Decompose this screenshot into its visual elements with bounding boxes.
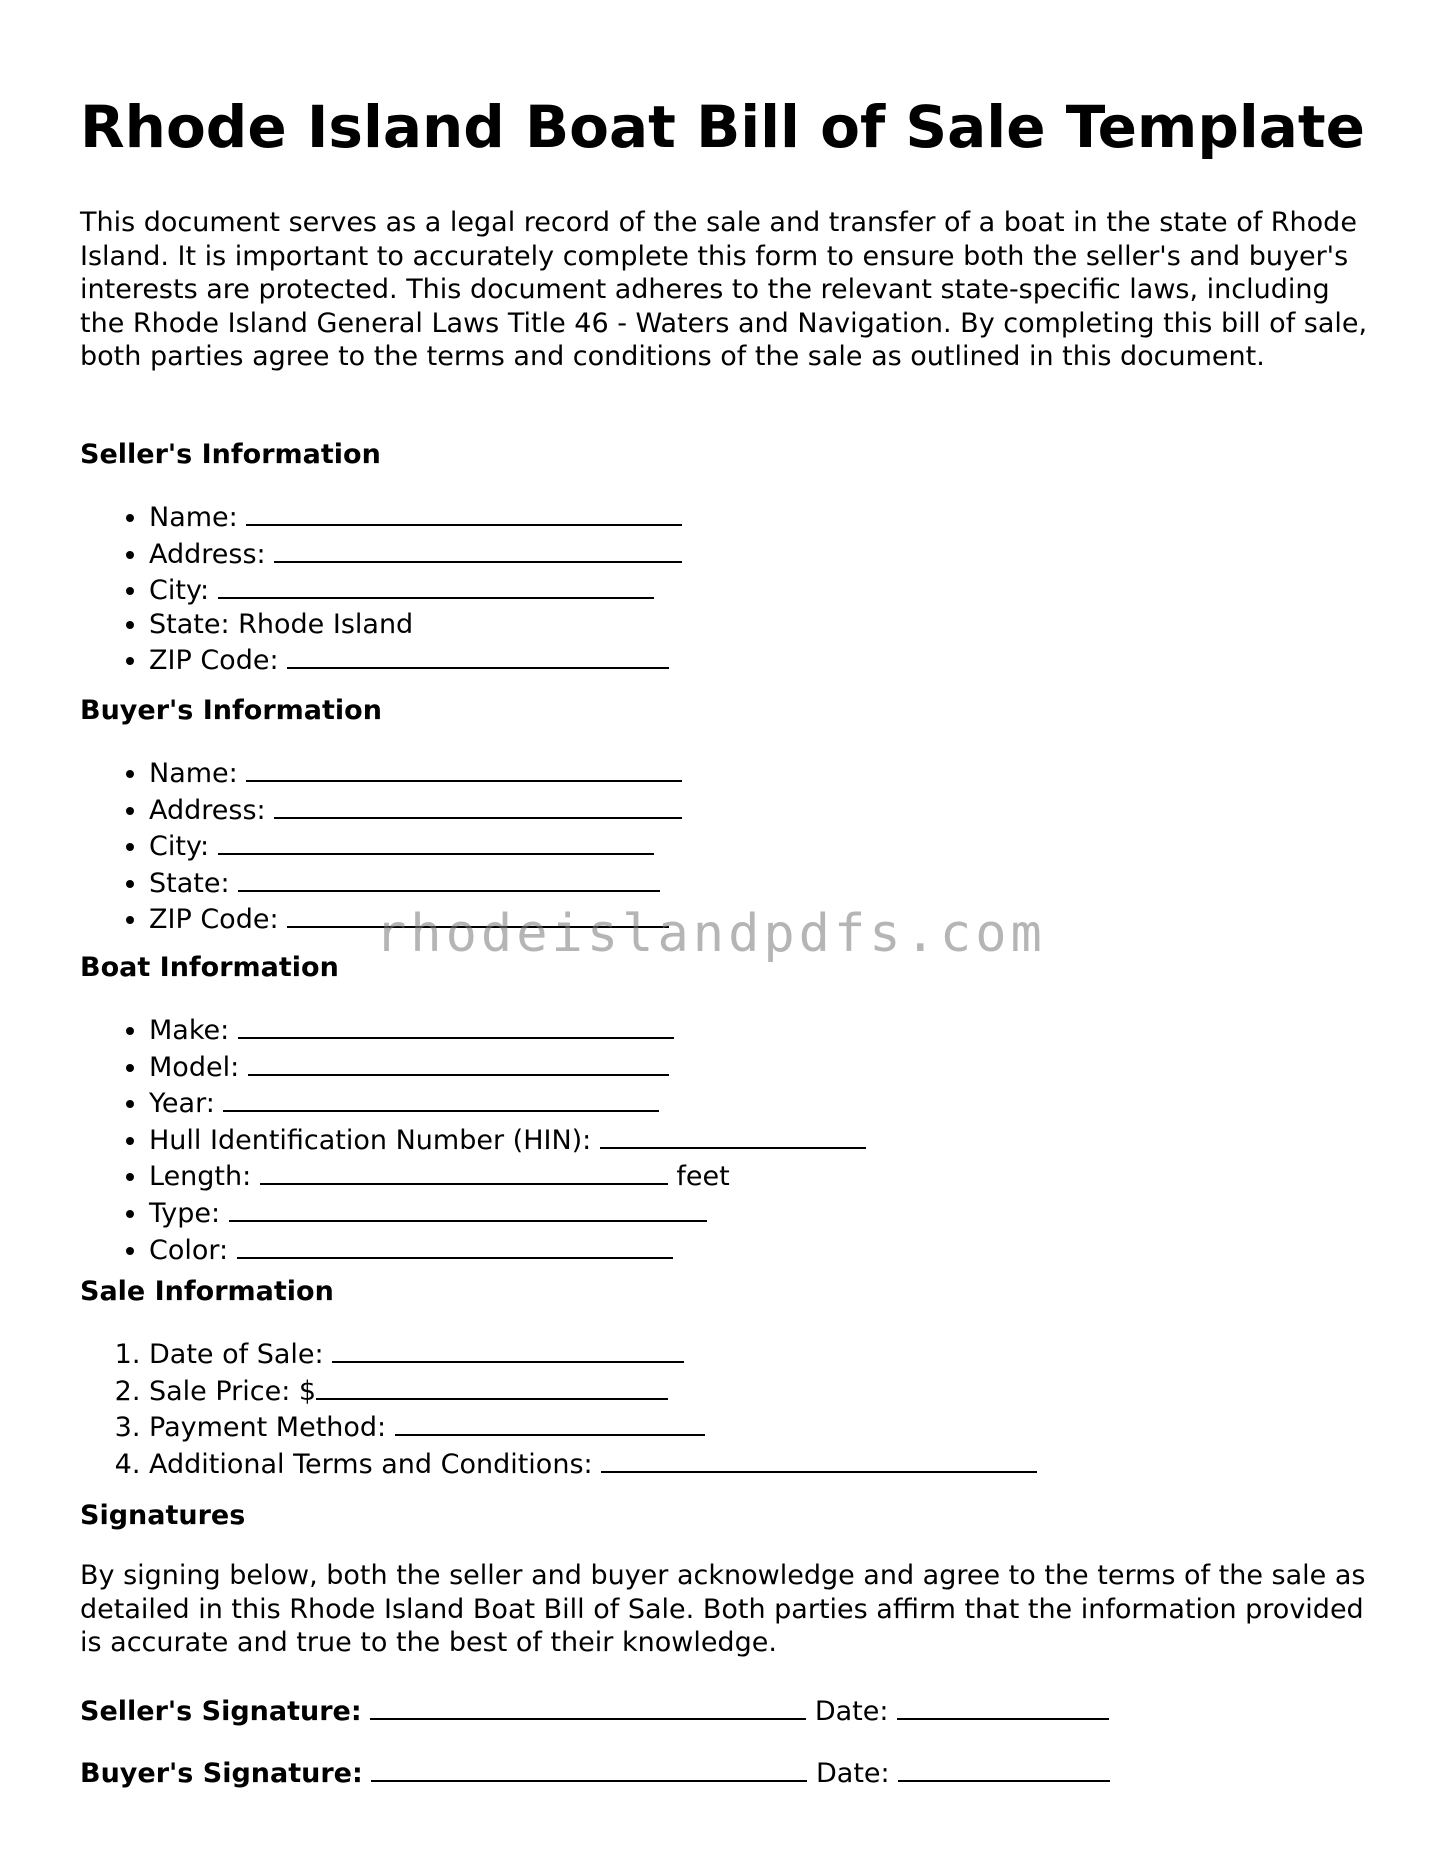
seller-heading: Seller's Information: [80, 439, 381, 470]
buyer-signature-blank[interactable]: [371, 1754, 807, 1782]
sale-date-field[interactable]: 1. Date of Sale:: [149, 1335, 1037, 1372]
boat-year-blank[interactable]: [223, 1084, 659, 1112]
boat-year-field[interactable]: • Year:: [149, 1084, 866, 1121]
page-title: Rhode Island Boat Bill of Sale Template: [80, 93, 1365, 161]
signatures-paragraph: By signing below, both the seller and buyer acknowledge and agree to the terms of the sale as detailed in this Rhode Island Boat Bill of Sale. Both parties affirm that the information provided is accurate and true to the best of their knowledge.: [80, 1560, 1366, 1659]
seller-address-field[interactable]: • Address:: [149, 535, 682, 572]
buyer-state-blank[interactable]: [238, 864, 660, 892]
seller-date-blank[interactable]: [897, 1692, 1109, 1720]
buyer-address-field[interactable]: • Address:: [149, 791, 682, 828]
buyer-date-blank[interactable]: [898, 1754, 1110, 1782]
sale-payment-field[interactable]: 3. Payment Method:: [149, 1408, 1037, 1445]
sale-date-blank[interactable]: [332, 1335, 684, 1363]
seller-signature-row: [80, 1692, 1109, 1725]
boat-color-blank[interactable]: [237, 1231, 673, 1259]
buyer-state-field[interactable]: • State:: [149, 864, 682, 901]
sale-price-blank[interactable]: [316, 1372, 668, 1400]
sale-heading: Sale Information: [80, 1276, 334, 1307]
boat-make-blank[interactable]: [238, 1011, 674, 1039]
seller-address-blank[interactable]: [274, 535, 682, 563]
buyer-name-blank[interactable]: [246, 754, 682, 782]
boat-heading: Boat Information: [80, 952, 339, 983]
buyer-name-field[interactable]: • Name:: [149, 754, 682, 791]
watermark: rhodeislandpdfs.com: [375, 904, 1046, 964]
sale-terms-blank[interactable]: [601, 1445, 1037, 1473]
seller-signature-blank[interactable]: [370, 1692, 806, 1720]
sale-terms-field[interactable]: 4. Additional Terms and Conditions:: [149, 1445, 1037, 1482]
sale-fields: [80, 1335, 1037, 1481]
seller-state-field: • State: Rhode Island: [149, 608, 682, 642]
boat-length-blank[interactable]: [260, 1157, 668, 1185]
seller-city-field[interactable]: • City:: [149, 571, 682, 608]
buyer-city-field[interactable]: • City:: [149, 827, 682, 864]
boat-hin-blank[interactable]: [600, 1121, 866, 1149]
boat-make-field[interactable]: • Make:: [149, 1011, 866, 1048]
seller-fields: [80, 498, 682, 678]
buyer-date-label: Date:: [815, 1758, 890, 1789]
sale-price-field[interactable]: 2. Sale Price: $: [149, 1372, 1037, 1409]
seller-name-blank[interactable]: [246, 498, 682, 526]
boat-model-field[interactable]: • Model:: [149, 1048, 866, 1085]
seller-zip-blank[interactable]: [287, 641, 669, 669]
seller-date-label: Date:: [814, 1696, 889, 1727]
seller-city-blank[interactable]: [218, 571, 654, 599]
buyer-city-blank[interactable]: [218, 827, 654, 855]
buyer-signature-label: Buyer's Signature:: [80, 1758, 363, 1789]
boat-length-field[interactable]: • Length: feet: [149, 1157, 866, 1194]
boat-color-field[interactable]: • Color:: [149, 1231, 866, 1268]
signatures-heading: Signatures: [80, 1500, 246, 1531]
buyer-signature-row: [80, 1754, 1110, 1787]
sale-payment-blank[interactable]: [395, 1408, 705, 1436]
boat-type-field[interactable]: • Type:: [149, 1194, 866, 1231]
boat-fields: [80, 1011, 866, 1267]
intro-paragraph: This document serves as a legal record of the sale and transfer of a boat in the state of Rhode Island. It is important to accurately complete this form to ensure both the seller's and buyer's interests are protected. This document adheres to the relevant state-specific laws, including the Rhode Island General Laws Title 46 - Waters and Navigation. By completing this bill of sale, both parties agree to the terms and conditions of the sale as outlined in this document.: [80, 207, 1368, 373]
buyer-address-blank[interactable]: [274, 791, 682, 819]
seller-name-field[interactable]: • Name:: [149, 498, 682, 535]
boat-type-blank[interactable]: [229, 1194, 707, 1222]
seller-signature-label: Seller's Signature:: [80, 1696, 362, 1727]
boat-model-blank[interactable]: [248, 1048, 669, 1076]
boat-hin-field[interactable]: • Hull Identification Number (HIN):: [149, 1121, 866, 1158]
seller-zip-field[interactable]: • ZIP Code:: [149, 641, 682, 678]
buyer-heading: Buyer's Information: [80, 695, 382, 726]
buyer-zip-field[interactable]: • ZIP Code:: [149, 900, 682, 937]
